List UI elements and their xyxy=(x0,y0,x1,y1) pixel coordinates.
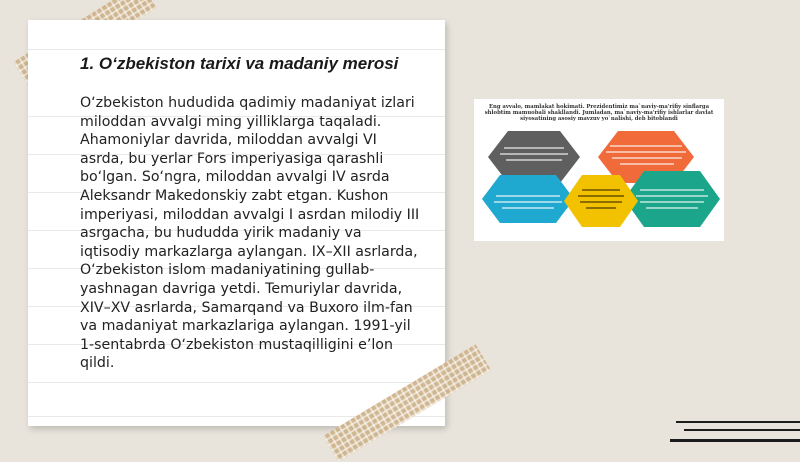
hexagon-green xyxy=(624,171,720,227)
infographic-image xyxy=(474,99,724,241)
hexagon-blue xyxy=(482,175,574,223)
decorative-line xyxy=(676,421,800,423)
decorative-line xyxy=(670,439,800,442)
slide-body-text: O‘zbekiston hududida qadimiy madaniyat izlari miloddan avvalgi ming yilliklarga taqaladi. Ahamoniylar davrida, miloddan avvalgi VI asrda, bu yerlar Fors imperiyasiga qarashli bo‘lgan. So‘ngra, miloddan avvalgi IV asrda Aleksandr Makedonskiy zabt etgan. Kushon imperiyasi, miloddan avvalgi I asrdan milodiy III asrgacha, bu hududda yirik madaniy va iqtisodiy markazlarga aylangan. IX–XII asrlarda, O‘zbekiston islom madaniyatining gullab-yashnagan davriga yetdi. Temuriylar davrida, XIV–XV asrlarda, Samarqand va Buxoro ilm-fan va madaniyat markazlariga aylangan. 1991-yil 1-sentabrda O‘zbekiston mustaqilligini e’lon qildi. xyxy=(80,95,420,372)
paper-rule xyxy=(28,382,445,383)
hexagon-diagram xyxy=(474,99,724,241)
slide-title: 1. O‘zbekiston tarixi va madaniy merosi xyxy=(80,54,399,73)
paper-rule xyxy=(28,49,445,50)
decorative-line xyxy=(684,429,800,431)
infographic-caption: Eng avvalo, mamlakat hokimati. Prezidentimiz ma`naviy-ma'rifiy sinflarga shlobtim mamuobali shakllandi. Jumladan, ma`naviy-ma'rifiy ishlarlar davlat siyosatining asosiy mavzuv yo`nalishi, deb bitoblandi xyxy=(484,104,714,123)
